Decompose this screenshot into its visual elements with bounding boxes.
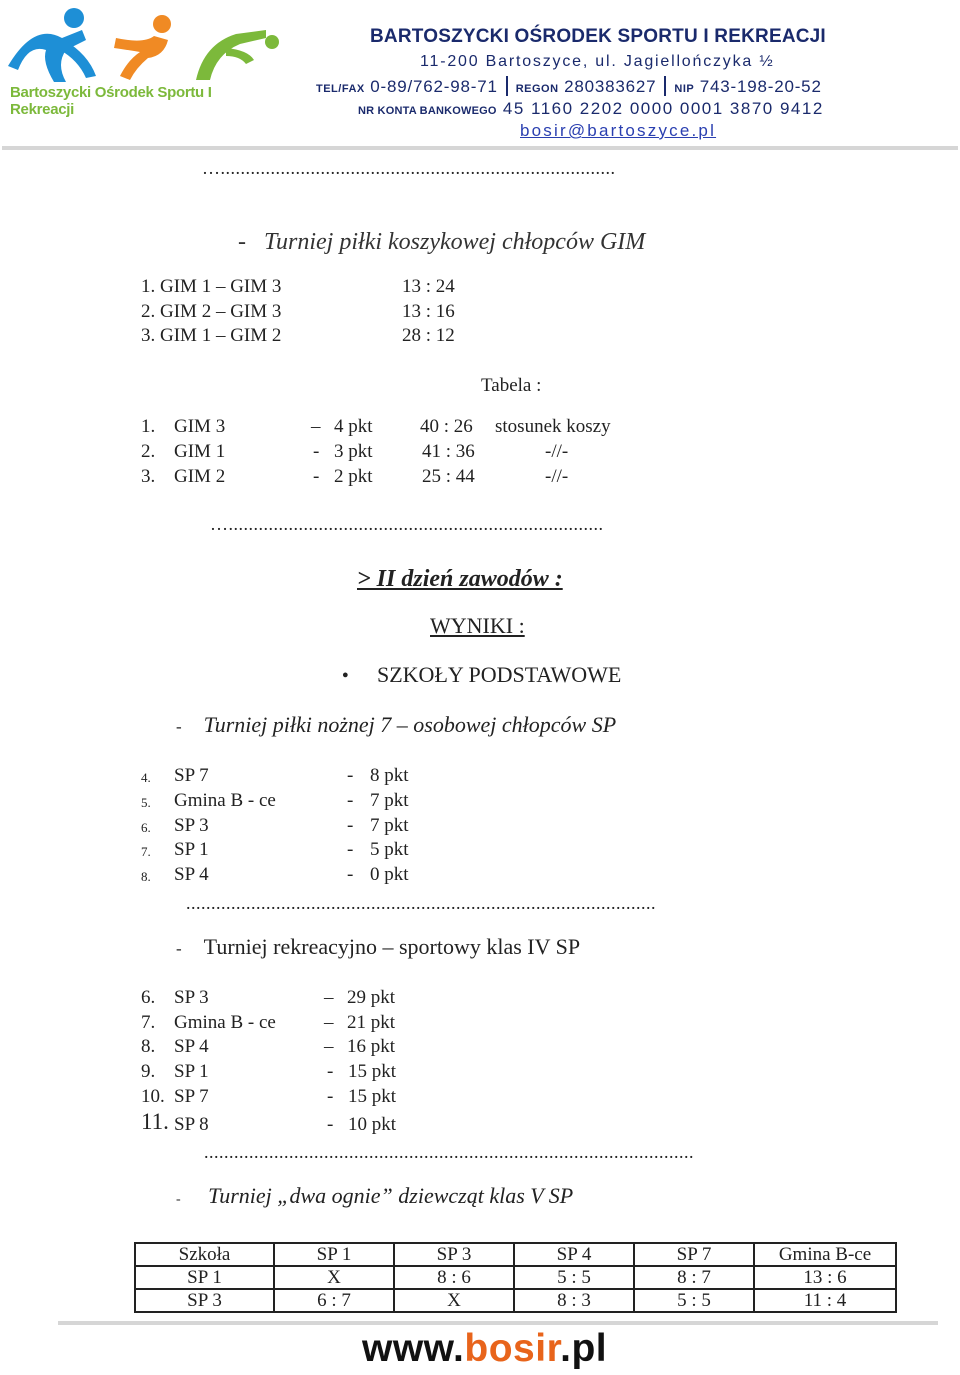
row-points: 29 pkt bbox=[347, 987, 396, 1008]
standing-dash: – bbox=[311, 416, 321, 437]
row-points: 15 pkt bbox=[348, 1061, 397, 1082]
standing-ratio: 41 : 36 bbox=[422, 441, 475, 462]
heading-dash: - bbox=[238, 229, 246, 255]
row-num: 4. bbox=[141, 770, 151, 785]
row-points: 7 pkt bbox=[370, 790, 409, 811]
row-team: SP 7 bbox=[174, 765, 209, 786]
nip-value: 743-198-20-52 bbox=[699, 77, 822, 96]
dotted-separator: …........................................................................... bbox=[210, 514, 604, 534]
row-num: 8. bbox=[141, 869, 151, 884]
section-heading bbox=[238, 229, 645, 256]
row-team: SP 1 bbox=[174, 839, 209, 860]
table-cell: SP 1 bbox=[135, 1266, 274, 1289]
bullet-icon: ● bbox=[342, 669, 349, 681]
day2-title: > II dzień zawodów : bbox=[357, 566, 563, 592]
bank-number: 45 1160 2202 0000 0001 3870 9412 bbox=[502, 99, 824, 118]
match-score: 13 : 16 bbox=[402, 301, 455, 322]
row-dash: - bbox=[347, 790, 354, 811]
heading-dash: - bbox=[176, 939, 182, 958]
regon-label: REGON bbox=[515, 83, 559, 95]
standing-ratio: 25 : 44 bbox=[422, 466, 475, 487]
separator bbox=[664, 76, 666, 96]
dotted-separator: …............................................................................... bbox=[202, 158, 616, 178]
header-divider bbox=[2, 146, 958, 150]
table-cell: 8 : 3 bbox=[514, 1289, 634, 1312]
heading-dash: - bbox=[176, 717, 182, 736]
recreation-title: Turniej rekreacyjno – sportowy klas IV SP bbox=[203, 934, 581, 959]
table-header-cell: SP 7 bbox=[634, 1243, 754, 1266]
row-team: SP 7 bbox=[174, 1086, 209, 1107]
dotted-separator: .............................................................................................. bbox=[186, 893, 656, 913]
dotted-separator: .................................................................................................. bbox=[204, 1142, 694, 1162]
table-cell: SP 3 bbox=[135, 1289, 274, 1312]
row-num: 7. bbox=[141, 844, 151, 859]
table-cell: X bbox=[394, 1289, 514, 1312]
tel-value: 0-89/762-98-71 bbox=[370, 77, 498, 96]
standing-dash: - bbox=[313, 441, 320, 462]
separator bbox=[506, 76, 508, 96]
logo bbox=[4, 4, 279, 118]
basket-title: Turniej piłki koszykowej chłopców GIM bbox=[264, 229, 646, 255]
table-row bbox=[135, 1289, 896, 1312]
table-header-cell: SP 1 bbox=[274, 1243, 394, 1266]
standing-note: stosunek koszy bbox=[495, 416, 611, 437]
row-dash: - bbox=[347, 839, 354, 860]
match-score: 28 : 12 bbox=[402, 325, 455, 346]
row-team: SP 1 bbox=[174, 1061, 209, 1082]
table-cell: X bbox=[274, 1266, 394, 1289]
table-header-cell: SP 4 bbox=[514, 1243, 634, 1266]
row-dash: - bbox=[327, 1061, 334, 1082]
row-num: 11. bbox=[141, 1109, 169, 1134]
row-team: SP 4 bbox=[174, 1036, 209, 1057]
standing-points: 3 pkt bbox=[334, 441, 373, 462]
section-heading bbox=[176, 1183, 573, 1209]
standing-points: 4 pkt bbox=[334, 416, 373, 437]
logo-text: Bartoszycki Ośrodek Sportu I Rekreacji bbox=[10, 84, 212, 118]
football-title: Turniej piłki nożnej 7 – osobowej chłopców SP bbox=[203, 712, 617, 737]
row-num: 8. bbox=[141, 1036, 156, 1057]
row-team: SP 4 bbox=[174, 864, 209, 885]
standing-team: GIM 3 bbox=[174, 416, 226, 437]
row-num: 5. bbox=[141, 795, 151, 810]
row-points: 21 pkt bbox=[347, 1012, 396, 1033]
match-score: 13 : 24 bbox=[402, 276, 455, 297]
row-num: 9. bbox=[141, 1061, 156, 1082]
row-points: 8 pkt bbox=[370, 765, 409, 786]
row-team: SP 8 bbox=[174, 1114, 209, 1135]
footer-divider bbox=[58, 1321, 938, 1325]
footer-url-prefix: www. bbox=[362, 1327, 465, 1370]
results-label: WYNIKI : bbox=[430, 613, 525, 638]
row-points: 16 pkt bbox=[347, 1036, 396, 1057]
heading-dash: - bbox=[176, 1192, 181, 1207]
table-header-cell: Gmina B-ce bbox=[754, 1243, 896, 1266]
footer-url-accent: bosir bbox=[464, 1327, 561, 1370]
section-heading bbox=[176, 934, 580, 960]
section-heading bbox=[176, 712, 616, 738]
table-label: Tabela : bbox=[481, 375, 542, 396]
dodgeball-title: Turniej „dwa ognie” dziewcząt klas V SP bbox=[208, 1183, 574, 1208]
table-cell: 5 : 5 bbox=[634, 1289, 754, 1312]
standing-note: -//- bbox=[545, 466, 569, 487]
row-points: 5 pkt bbox=[370, 839, 409, 860]
match-label: 2. GIM 2 – GIM 3 bbox=[141, 301, 282, 322]
standing-num: 3. bbox=[141, 466, 156, 487]
table-cell: 5 : 5 bbox=[514, 1266, 634, 1289]
table-row bbox=[135, 1266, 896, 1289]
row-dash: - bbox=[347, 815, 354, 836]
tel-label: TEL/FAX bbox=[316, 83, 365, 95]
standing-note: -//- bbox=[545, 441, 569, 462]
row-num: 6. bbox=[141, 987, 156, 1008]
row-team: Gmina B - ce bbox=[174, 1012, 276, 1033]
table-cell: 8 : 7 bbox=[634, 1266, 754, 1289]
org-name: BARTOSZYCKI OŚRODEK SPORTU I REKREACJI bbox=[370, 26, 826, 47]
row-points: 10 pkt bbox=[348, 1114, 397, 1135]
row-points: 0 pkt bbox=[370, 864, 409, 885]
footer-url-suffix: .pl bbox=[560, 1327, 608, 1370]
row-dash: – bbox=[324, 987, 334, 1008]
row-dash: – bbox=[324, 1012, 334, 1033]
logo-figures-icon bbox=[4, 4, 279, 84]
org-address: 11-200 Bartoszyce, ul. Jagiellończyka ½ bbox=[420, 53, 775, 70]
table-cell: 11 : 4 bbox=[754, 1289, 896, 1312]
row-dash: - bbox=[347, 864, 354, 885]
category-label: SZKOŁY PODSTAWOWE bbox=[377, 662, 622, 687]
row-dash: – bbox=[324, 1036, 334, 1057]
standing-num: 1. bbox=[141, 416, 156, 437]
row-num: 10. bbox=[141, 1086, 165, 1107]
nip-label: NIP bbox=[674, 83, 695, 95]
regon-value: 280383627 bbox=[564, 77, 657, 96]
standing-num: 2. bbox=[141, 441, 156, 462]
row-team: SP 3 bbox=[174, 987, 209, 1008]
row-num: 6. bbox=[141, 820, 151, 835]
row-points: 7 pkt bbox=[370, 815, 409, 836]
row-points: 15 pkt bbox=[348, 1086, 397, 1107]
table-cell: 8 : 6 bbox=[394, 1266, 514, 1289]
table-header-cell: Szkoła bbox=[135, 1243, 274, 1266]
standing-ratio: 40 : 26 bbox=[420, 416, 473, 437]
standing-team: GIM 1 bbox=[174, 441, 226, 462]
row-team: Gmina B - ce bbox=[174, 790, 276, 811]
contact-row bbox=[316, 76, 822, 97]
table-cell: 13 : 6 bbox=[754, 1266, 896, 1289]
match-label: 1. GIM 1 – GIM 3 bbox=[141, 276, 282, 297]
table-header-cell: SP 3 bbox=[394, 1243, 514, 1266]
standing-team: GIM 2 bbox=[174, 466, 226, 487]
standing-dash: - bbox=[313, 466, 320, 487]
row-dash: - bbox=[327, 1114, 334, 1135]
table-cell: 6 : 7 bbox=[274, 1289, 394, 1312]
bank-row bbox=[358, 99, 824, 119]
results-table bbox=[134, 1242, 897, 1313]
row-team: SP 3 bbox=[174, 815, 209, 836]
email-link[interactable]: bosir@bartoszyce.pl bbox=[520, 121, 717, 140]
row-num: 7. bbox=[141, 1012, 156, 1033]
row-dash: - bbox=[347, 765, 354, 786]
table-header-row bbox=[135, 1243, 896, 1266]
standing-points: 2 pkt bbox=[334, 466, 373, 487]
footer-website-link[interactable] bbox=[362, 1327, 607, 1371]
match-label: 3. GIM 1 – GIM 2 bbox=[141, 325, 282, 346]
row-dash: - bbox=[327, 1086, 334, 1107]
bank-label: NR KONTA BANKOWEGO bbox=[358, 105, 497, 117]
